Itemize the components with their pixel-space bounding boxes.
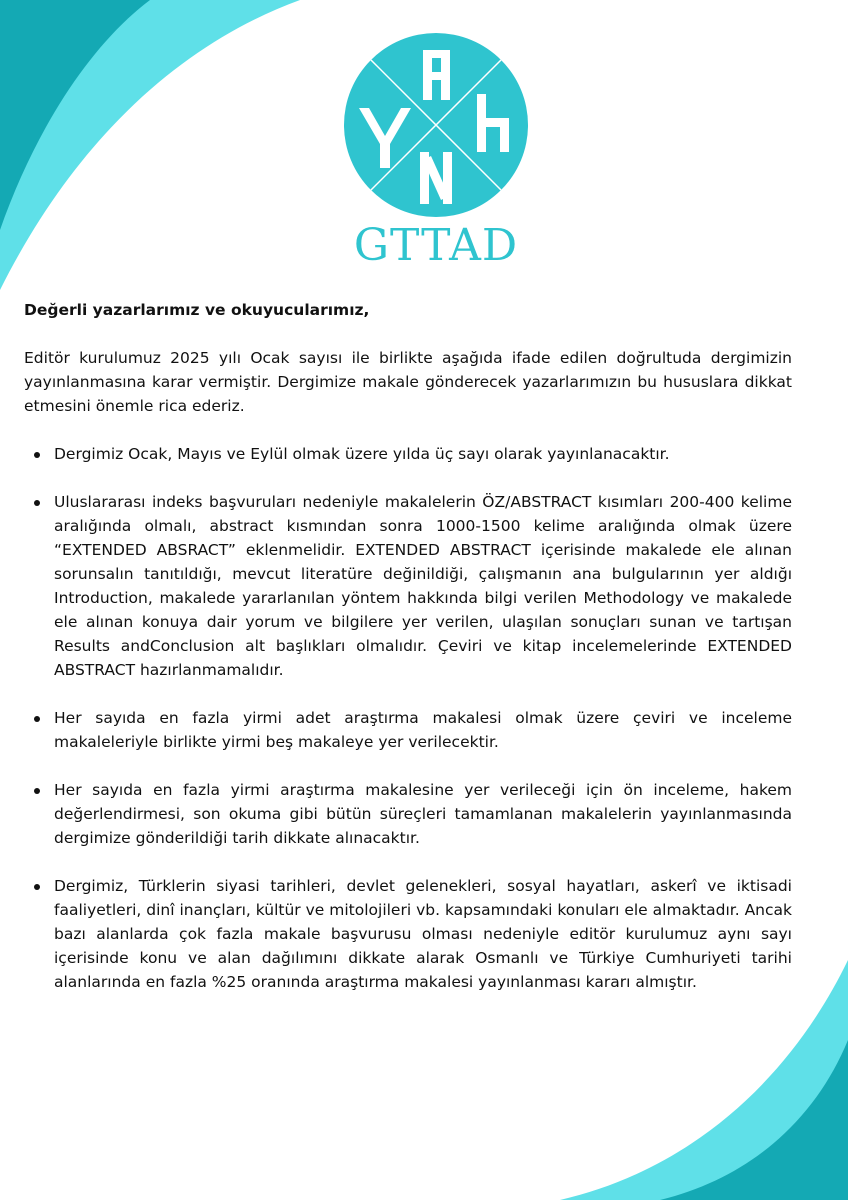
bullet-icon [34, 452, 40, 458]
bullet-icon [34, 716, 40, 722]
logo-wordmark: GTTAD [353, 220, 519, 271]
list-item [24, 490, 792, 682]
list-item [24, 874, 792, 994]
list-item-text: Dergimiz Ocak, Mayıs ve Eylül olmak üzere yılda üç sayı olarak yayınlanacaktır. [54, 445, 670, 463]
list-item [24, 706, 792, 754]
bullet-icon [34, 884, 40, 890]
list-item-text: Her sayıda en fazla yirmi adet araştırma makalesi olmak üzere çeviri ve inceleme makaleleriyle birlikte yirmi beş makaleye yer verilecektir. [54, 709, 792, 751]
journal-logo [343, 32, 529, 271]
bullet-icon [34, 788, 40, 794]
list-item-text: Uluslararası indeks başvuruları nedeniyle makalelerin ÖZ/ABSTRACT kısımları 200-400 kelime aralığında olmalı, abstract kısmından sonra 1000-1500 kelime aralığında olmak üzere “EXTENDED ABSRACT” eklenmelidir. EXTENDED ABSTRACT içerisinde makalede ele alınan sorunsalın tanıtıldığı, mevcut literatüre değinildiği, çalışmanın ana bulgularının yer aldığı Introduction, makalede yararlanılan yöntem hakkında bilgi verilen Methodology ve makalede ele alınan konuya dair yorum ve bilgilere yer verilen, ulaşılan sonuçları sunan ve tartışan Results andConclusion alt başlıkları olmalıdır. Çeviri ve kitap incelemelerinde EXTENDED ABSTRACT hazırlanmamalıdır. [54, 493, 792, 679]
bullet-icon [34, 500, 40, 506]
list-item [24, 778, 792, 850]
intro-paragraph: Editör kurulumuz 2025 yılı Ocak sayısı ile birlikte aşağıda ifade edilen doğrultuda dergimizin yayınlanmasına karar vermiştir. Dergimize makale gönderecek yazarlarımızın bu hususlara dikkat etmesini önemle rica ederiz. [24, 349, 792, 415]
list-item-text: Dergimiz, Türklerin siyasi tarihleri, devlet gelenekleri, sosyal hayatları, askerî ve iktisadi faaliyetleri, dinî inançları, kültür ve mitolojileri vb. kapsamındaki konuları ele almaktadır. Ancak bazı alanlarda çok fazla makale başvurusu olması nedeniyle editör kurulumuz aynı sayı içerisinde konu ve alan dağılımını dikkate alarak Osmanlı ve Türkiye Cumhuriyeti tarihi alanlarında en fazla %25 oranında araştırma makalesi yayınlanması kararı almıştır. [54, 877, 792, 991]
announcement-letter [24, 298, 792, 1018]
salutation: Değerli yazarlarımız ve okuyucularımız, [24, 301, 370, 319]
policy-list [24, 442, 792, 994]
list-item [24, 442, 792, 466]
list-item-text: Her sayıda en fazla yirmi araştırma makalesine yer verileceği için ön inceleme, hakem değerlendirmesi, son okuma gibi bütün süreçleri tamamlanan makalelerin yayınlanmasında dergimize gönderildiği tarih dikkate alınacaktır. [54, 781, 792, 847]
gttad-logo-icon [343, 32, 529, 218]
